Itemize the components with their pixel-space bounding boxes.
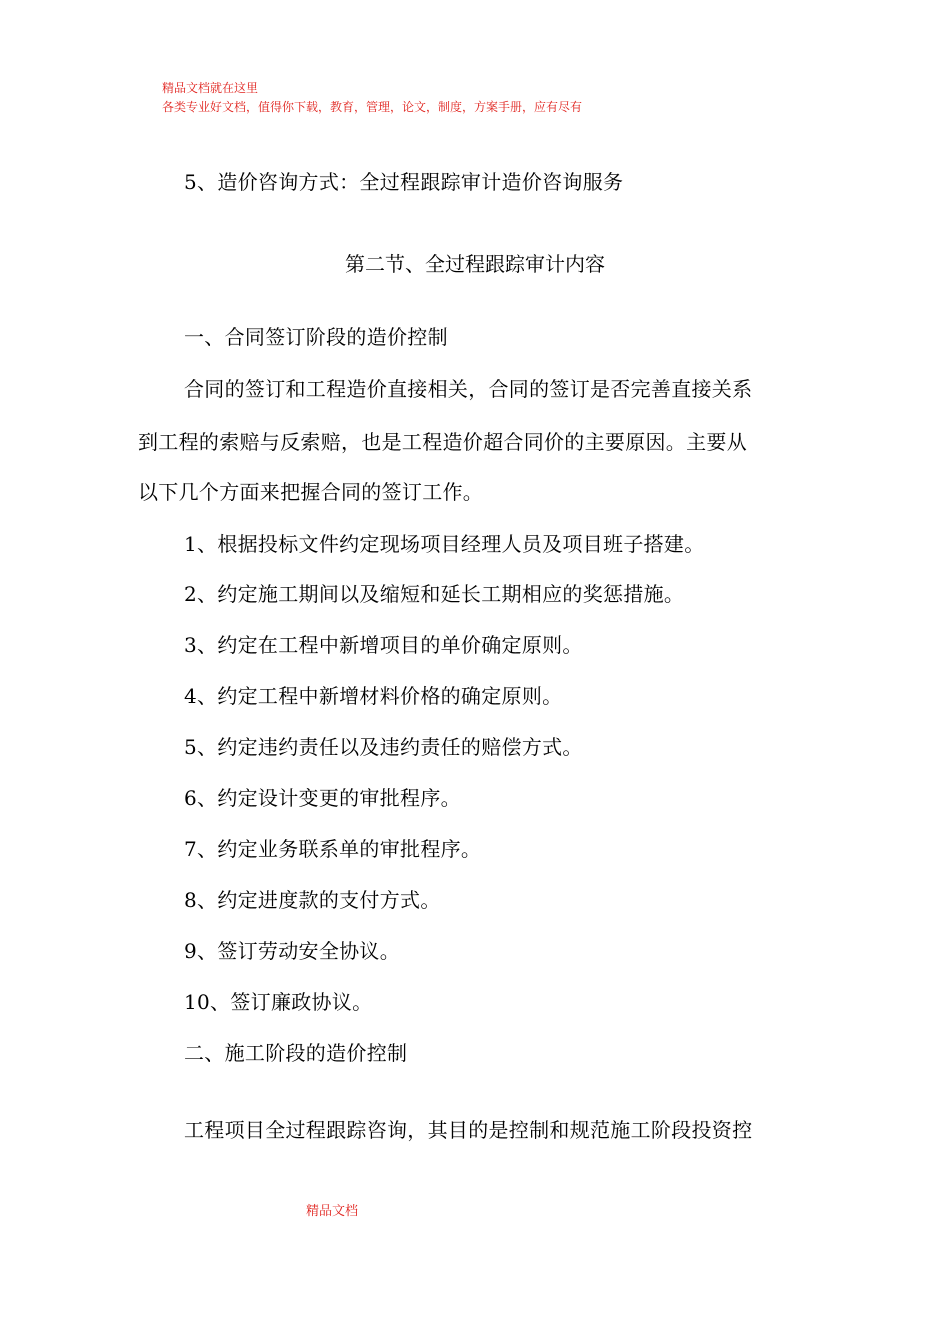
header-line-2: 各类专业好文档，值得你下载，教育，管理，论文，制度，方案手册，应有尽有: [162, 100, 583, 114]
part2-heading: 二、施工阶段的造价控制: [184, 1041, 408, 1065]
paragraph-line: 工程项目全过程跟踪咨询，其目的是控制和规范施工阶段投资控: [184, 1118, 753, 1142]
header-line-1: 精品文档就在这里: [162, 81, 259, 95]
list-item: 1、根据投标文件约定现场项目经理人员及项目班子搭建。: [184, 532, 705, 556]
list-item: 9、签订劳动安全协议。: [184, 939, 401, 963]
intro-item: 5、造价咨询方式：全过程跟踪审计造价咨询服务: [184, 170, 624, 194]
list-item: 7、约定业务联系单的审批程序。: [184, 837, 482, 861]
section-title: 第二节、全过程跟踪审计内容: [345, 252, 605, 276]
list-item: 10、签订廉政协议。: [184, 990, 373, 1014]
paragraph-line: 到工程的索赔与反索赔，也是工程造价超合同价的主要原因。主要从: [138, 430, 747, 454]
list-item: 5、约定违约责任以及违约责任的赔偿方式。: [184, 735, 583, 759]
paragraph-line: 以下几个方面来把握合同的签订工作。: [138, 480, 484, 504]
list-item: 2、约定施工期间以及缩短和延长工期相应的奖惩措施。: [184, 582, 685, 606]
list-item: 6、约定设计变更的审批程序。: [184, 786, 461, 810]
paragraph-line: 合同的签订和工程造价直接相关，合同的签订是否完善直接关系: [184, 377, 753, 401]
list-item: 8、约定进度款的支付方式。: [184, 888, 441, 912]
part1-heading: 一、合同签订阶段的造价控制: [184, 325, 448, 349]
footer-label: 精品文档: [306, 1204, 359, 1219]
list-item: 3、约定在工程中新增项目的单价确定原则。: [184, 633, 583, 657]
list-item: 4、约定工程中新增材料价格的确定原则。: [184, 684, 563, 708]
